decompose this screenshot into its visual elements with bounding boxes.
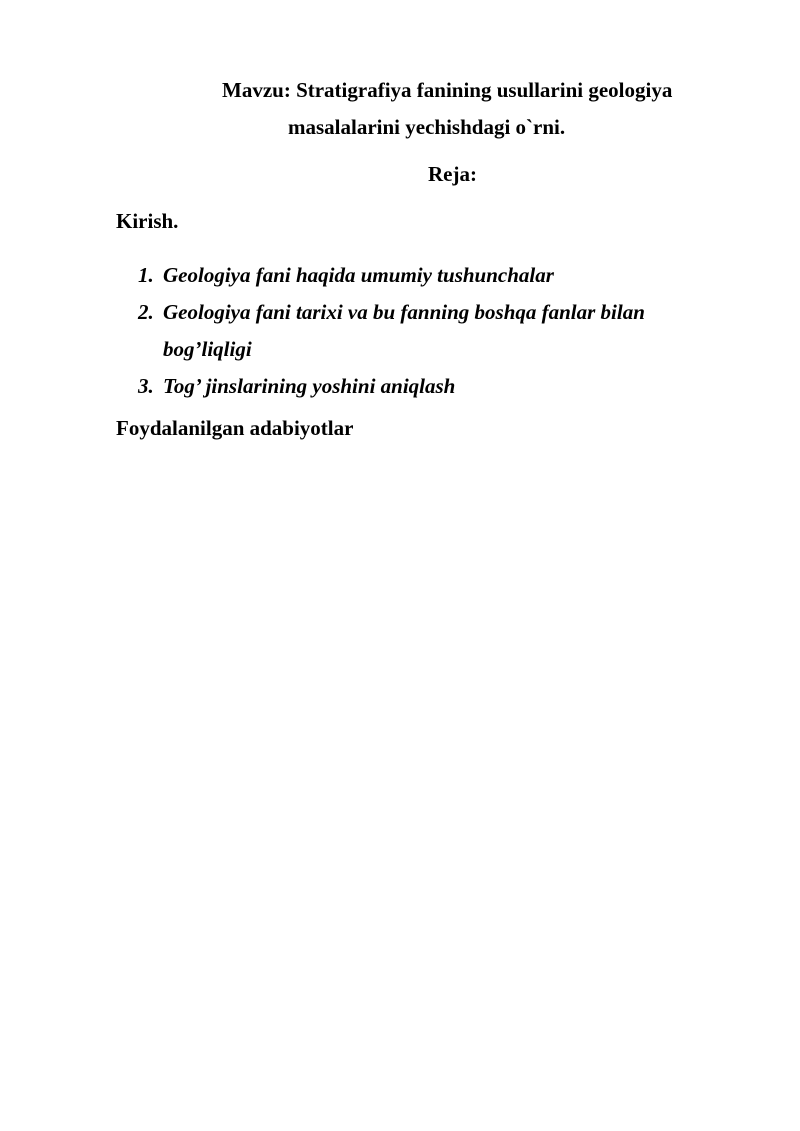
plan-item-text: Geologiya fani haqida umumiy tushunchalar — [163, 263, 554, 287]
plan-item — [138, 368, 698, 405]
plan-item-number: 3. — [138, 374, 154, 398]
plan-item-number: 1. — [138, 263, 154, 287]
plan-item-number: 2. — [138, 300, 154, 324]
plan-heading: Reja: — [428, 162, 477, 186]
plan-item — [138, 257, 698, 294]
document-title-line-2: masalalarini yechishdagi o`rni. — [288, 115, 566, 139]
plan-list — [138, 257, 698, 405]
plan-item-text: Geologiya fani tarixi va bu fanning boshqa fanlar bilan bog’liqligi — [163, 300, 645, 361]
plan-item — [138, 294, 698, 368]
plan-item-text: Tog’ jinslarining yoshini aniqlash — [163, 374, 456, 398]
intro-heading: Kirish. — [116, 209, 179, 233]
references-heading: Foydalanilgan adabiyotlar — [116, 416, 354, 440]
document-title-line-1: Mavzu: Stratigrafiya fanining usullarini geologiya — [222, 78, 673, 102]
